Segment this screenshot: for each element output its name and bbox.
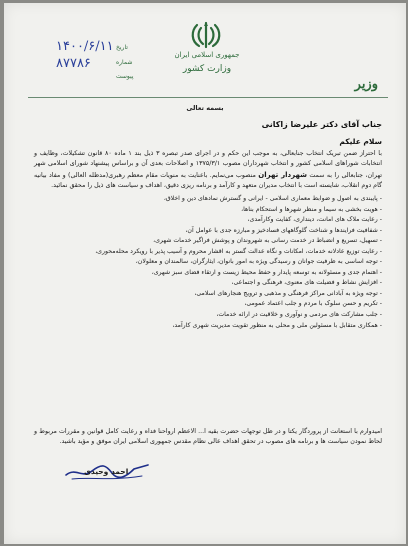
list-item: - رعایت توزیع عادلانه خدمات، امکانات و نگاه عدالت گستر به اقشار محروم و آسیب پذیر با رویکرد محله‌محوری، <box>34 247 382 258</box>
list-item: - اهتمام جدی و مسئولانه به توسعه پایدار و حفظ محیط زیست و ارتقاء فضای سبز شهری، <box>34 268 382 279</box>
addressee: جناب آقای دکتر علیرضا زاکانی <box>261 120 382 129</box>
intro-paragraph <box>34 149 382 192</box>
intro-highlight: شهردار تهران <box>258 170 307 179</box>
list-item: - هویت بخشی به سیما و منظر شهرها و استحکام بناها، <box>34 205 382 216</box>
ministry-name: وزارت کشور <box>182 64 232 74</box>
minister-title: وزیر <box>354 77 378 92</box>
closing-paragraph: امیدوارم با استعانت از پروردگار یکتا و در ظل توجهات حضرت بقیه ا... الاعظم ارواحنا فداه و رعایت کامل قوانین و مقررات مربوط و لحاظ نمودن سیاست ها و برنامه های مصوب در تحقق اهداف عالی نظام مقدس جمهوری اسلامی ایران موفق و مؤید باشید. <box>34 428 382 446</box>
attachment-label: پیوست <box>116 73 134 80</box>
signer-name: احمد وحیدی <box>84 467 129 476</box>
list-item: - افزایش نشاط و فضیلت های معنوی، فرهنگی و اجتماعی، <box>34 278 382 289</box>
date-label: تاریخ <box>116 44 128 51</box>
list-item: - توجه ویژه به آبادانی مراکز فرهنگی و مذهبی و ترویج هنجارهای اسلامی، <box>34 289 382 300</box>
number-value: ۸۷۷۸۶ <box>56 56 91 71</box>
list-item: - توجه اساسی به ظرفیت جوانان و رسیدگی ویژه به امور بانوان، ایثارگران، سالمندان و معلولان، <box>34 257 382 268</box>
org-name-line1: جمهوری اسلامی ایران <box>174 51 240 59</box>
policy-list <box>34 194 382 331</box>
number-label: شماره <box>116 59 133 66</box>
list-item: - پایبندی به اصول و ضوابط معماری اسلامی - ایرانی و گسترش نمادهای دین و اخلاق، <box>34 194 382 205</box>
intro-text-2: منصوب می‌نمایم. باعنایت به منویات مقام معظم رهبری(مدظله العالی) و مفاد بیانیه گام دوم انقلاب، شایسته است با انتخاب مدیران متعهد و کارآمد و برنامه ریزی دقیق، اهداف و سیاست های ذیل را محقق نمائید. <box>34 171 382 190</box>
list-item: - تکریم و حسن سلوک با مردم و جلب اعتماد عمومی، <box>34 299 382 310</box>
list-item: - جلب مشارکت های مردمی و نوآوری و خلاقیت در ارائه خدمات، <box>34 310 382 321</box>
list-item: - شفافیت فرایندها و شناخت گلوگاههای فسادخیز و مبارزه جدی با عوامل آن، <box>34 226 382 237</box>
greeting: سلام علیکم <box>339 137 382 146</box>
iran-emblem-icon <box>189 21 223 49</box>
list-item: - همکاری متقابل با مسئولین ملی و محلی به منظور تقویت مدیریت شهری کارآمد، <box>34 321 382 332</box>
list-item: - تسهیل، تسریع و انضباط در خدمت رسانی به شهروندان و پوشش فراگیر خدمات شهری، <box>34 236 382 247</box>
list-item: - رعایت ملاک های امانت، دینداری، کفایت وکارآمدی، <box>34 215 382 226</box>
date-value: ۱۴۰۰/۶/۱۱ <box>56 39 114 54</box>
intro-text-1: با احتراز ضمن تبریک انتخاب جنابعالی، به موجب این حکم و در اجرای صدر تبصره ۳ ذیل بند ۱ ماده ۸۰ قانون تشکیلات، وظایف و انتخابات شوراهای اسلامی کشور و انتخاب شهرداران مصوب ۱۳۷۵/۳/۱ و اصلاحات بعدی آن و براساس پیشنهاد شورای اسلامی شهر تهران، جنابعالی را به سمت <box>34 150 382 179</box>
header-divider <box>28 97 388 98</box>
letter-page <box>4 3 406 544</box>
bismillah: بسمه تعالی <box>186 104 224 112</box>
